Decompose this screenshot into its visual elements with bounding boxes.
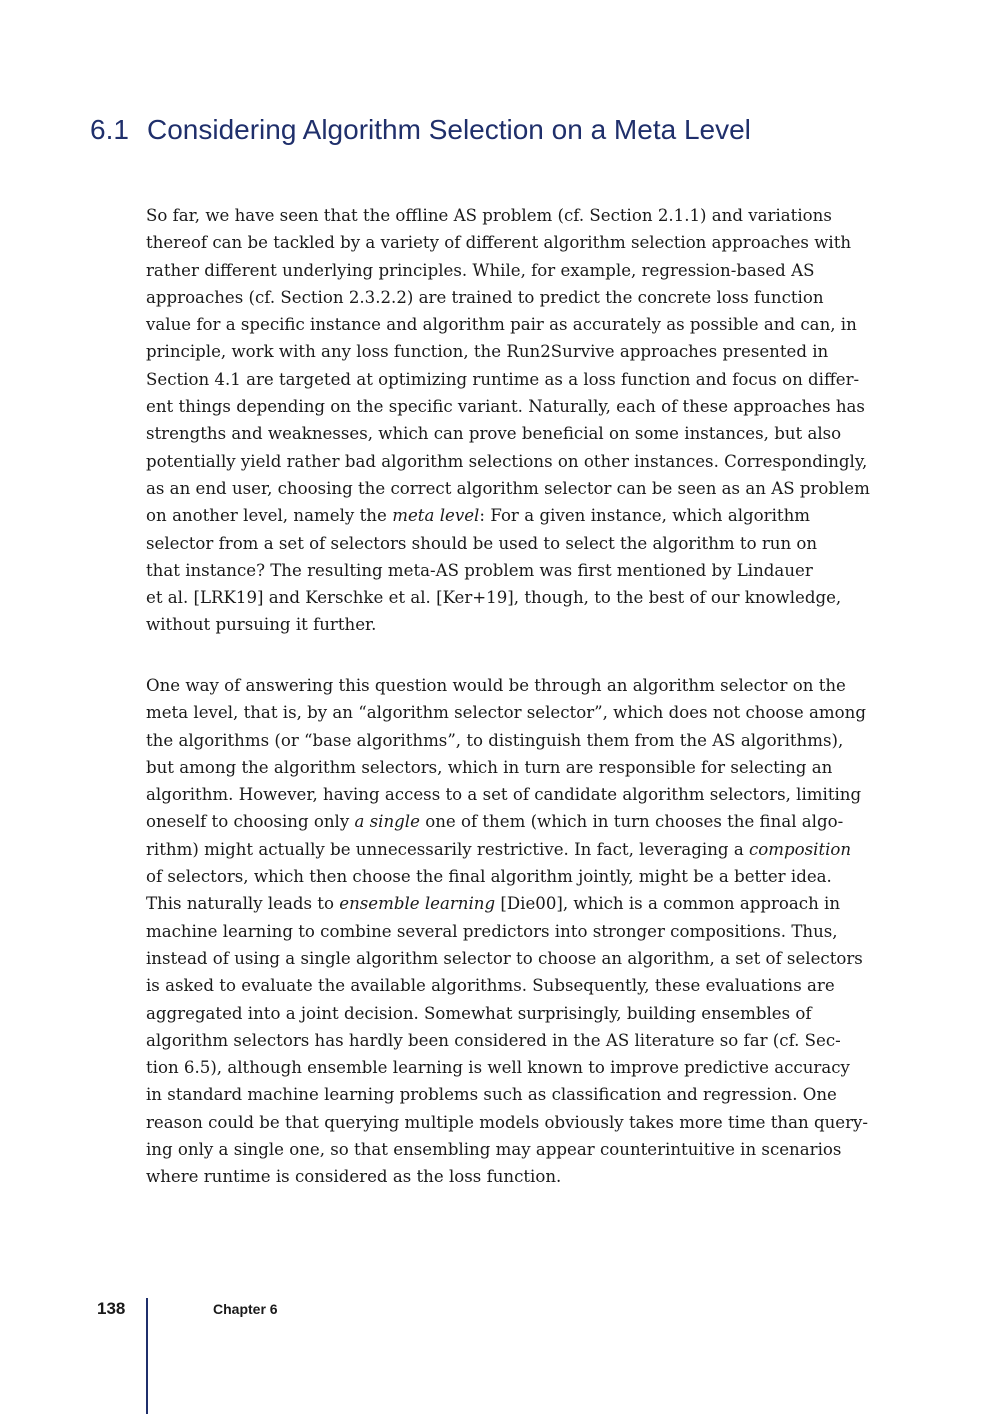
page-number: 138 [97,1299,126,1318]
section-title: Considering Algorithm Selection on a Meta Level [147,114,751,145]
text-line: potentially yield rather bad algorithm selections on other instances. Correspondingly, [146,451,868,471]
text-line: instead of using a single algorithm selector to choose an algorithm, a set of selectors [146,948,863,968]
text-line: et al. [LRK19] and Kerschke et al. [Ker+19], though, to the best of our knowledge, [146,588,842,608]
paragraph-1 [146,202,870,639]
text-line [146,808,844,835]
text-line: without pursuing it further. [146,615,377,635]
text-line: Section 4.1 are targeted at optimizing runtime as a loss function and focus on differ- [146,369,860,389]
text-line: but among the algorithm selectors, which in turn are responsible for selecting an [146,757,833,777]
paragraph-2 [146,672,868,1191]
text-line: thereof can be tackled by a variety of different algorithm selection approaches with [146,233,852,253]
text-line: meta level, that is, by an “algorithm selector selector”, which does not choose among [146,703,866,723]
text-run: oneself to choosing only [146,812,355,832]
text-line [146,836,852,863]
text-line: selector from a set of selectors should be used to select the algorithm to run on [146,533,818,553]
text-line: value for a specific instance and algorithm pair as accurately as possible and can, in [146,315,857,335]
text-run: [Die00], which is a common approach in [495,894,841,914]
text-run: one of them (which in turn chooses the final algo- [419,812,844,832]
emphasis-text: composition [748,839,852,859]
text-line: rather different underlying principles. While, for example, regression-based AS [146,260,815,280]
text-line: the algorithms (or “base algorithms”, to distinguish them from the AS algorithms), [146,730,844,750]
emphasis-text: meta level [392,506,480,526]
text-line: aggregated into a joint decision. Somewhat surprisingly, building ensembles of [146,1003,812,1023]
emphasis-text: a single [354,812,420,832]
text-line: ent things depending on the specific variant. Naturally, each of these approaches has [146,397,865,417]
text-line: One way of answering this question would be through an algorithm selector on the [146,676,846,695]
text-line: principle, work with any loss function, the Run2Survive approaches presented in [146,342,829,362]
text-run: : For a given instance, which algorithm [479,506,810,526]
text-line: in standard machine learning problems such as classification and regression. One [146,1085,837,1105]
text-line: strengths and weaknesses, which can prove beneficial on some instances, but also [146,424,842,444]
emphasis-text: ensemble learning [339,894,496,914]
text-line: is asked to evaluate the available algorithms. Subsequently, these evaluations are [146,976,835,996]
text-line: algorithm selectors has hardly been considered in the AS literature so far (cf. Sec- [146,1030,841,1050]
footer-rule [146,1298,148,1414]
text-line [146,890,841,917]
text-line: So far, we have seen that the offline AS problem (cf. Section 2.1.1) and variations [146,206,832,225]
text-line: where runtime is considered as the loss function. [146,1167,562,1187]
text-line: approaches (cf. Section 2.3.2.2) are trained to predict the concrete loss function [146,287,824,307]
section-number: 6.1 [90,114,129,145]
text-line: that instance? The resulting meta-AS problem was first mentioned by Lindauer [146,560,813,580]
text-line: of selectors, which then choose the final algorithm jointly, might be a better idea. [146,867,832,887]
text-line: tion 6.5), although ensemble learning is well known to improve predictive accuracy [146,1058,850,1078]
text-line: as an end user, choosing the correct algorithm selector can be seen as an AS problem [146,478,870,498]
text-line: machine learning to combine several predictors into stronger compositions. Thus, [146,921,838,941]
section-heading [90,110,751,150]
text-run: on another level, namely the [146,506,393,526]
text-line: ing only a single one, so that ensembling may appear counterintuitive in scenarios [146,1140,842,1160]
text-line: reason could be that querying multiple models obviously takes more time than query- [146,1112,868,1132]
text-line: algorithm. However, having access to a set of candidate algorithm selectors, limiting [146,785,862,805]
chapter-label: Chapter 6 [213,1301,278,1317]
text-line [146,502,810,529]
text-run: This naturally leads to [146,894,340,914]
text-run: rithm) might actually be unnecessarily restrictive. In fact, leveraging a [146,839,749,859]
